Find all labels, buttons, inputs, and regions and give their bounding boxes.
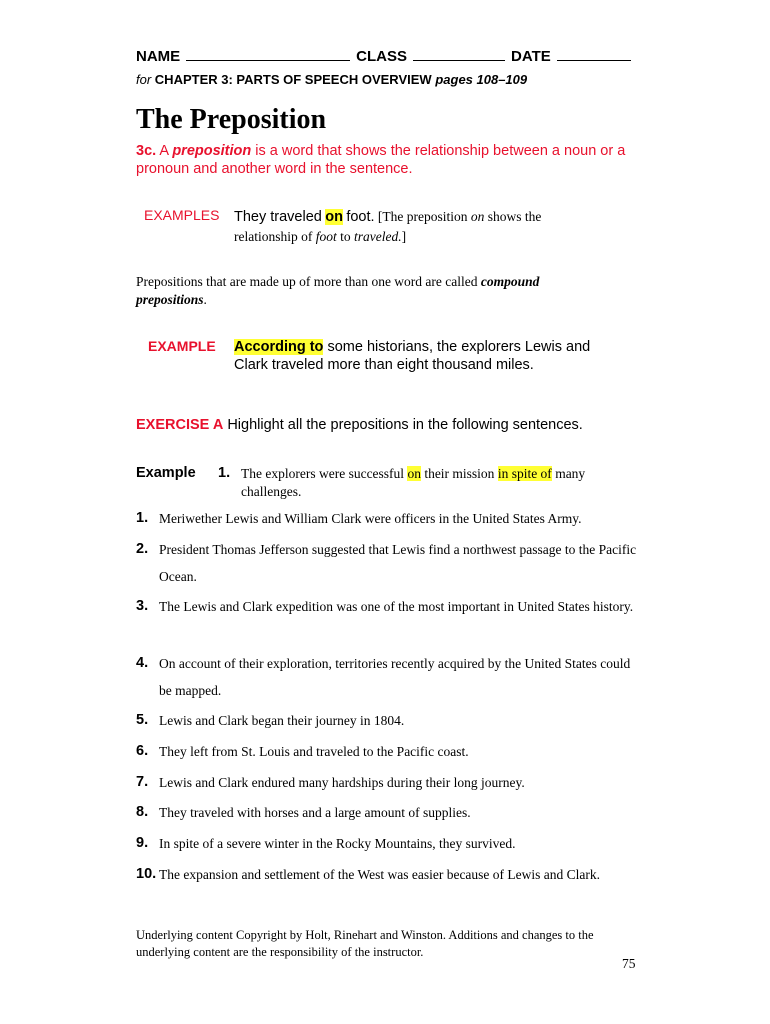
example1-note-foot: foot <box>315 229 337 244</box>
worked-example-sentence <box>241 465 641 501</box>
example2-highlight: According to <box>234 339 324 355</box>
worked-example-label: Example <box>136 465 196 481</box>
compound-term: compound prepositions <box>136 274 540 307</box>
definition-article: A <box>159 143 169 159</box>
exercise-heading <box>136 417 583 433</box>
example1-note-mid: shows the relationship of <box>234 209 542 244</box>
item-text[interactable]: They left from St. Louis and traveled to the Pacific coast. <box>159 744 469 759</box>
chapter-prefix: for <box>136 72 152 87</box>
worked-example-number: 1. <box>218 465 231 481</box>
definition-rule <box>136 142 636 178</box>
example2-rest: some historians, the explorers Lewis and Clark traveled more than eight thousand miles. <box>234 339 591 373</box>
exercise-label: EXERCISE A <box>136 417 224 433</box>
name-blank[interactable] <box>186 46 350 61</box>
student-info-line <box>136 46 637 65</box>
item-text[interactable]: Meriwether Lewis and William Clark were officers in the United States Army. <box>159 511 582 526</box>
item-text[interactable]: The expansion and settlement of the West was easier because of Lewis and Clark. <box>159 867 601 882</box>
item-text[interactable]: Lewis and Clark began their journey in 1804. <box>159 713 405 728</box>
item-number: 9. <box>136 835 149 851</box>
item-number: 1. <box>136 510 149 526</box>
compound-prepositions-paragraph <box>136 273 606 309</box>
worked-example-text-c: many challenges. <box>241 466 586 499</box>
item-text[interactable]: They traveled with horses and a large amount of supplies. <box>159 805 471 820</box>
item-number: 10. <box>136 866 157 882</box>
item-number: 5. <box>136 712 149 728</box>
compound-end: . <box>203 292 207 307</box>
date-label: DATE <box>511 48 551 65</box>
item-number: 6. <box>136 743 149 759</box>
example1-note-traveled: traveled. <box>354 229 402 244</box>
exercise-instruction: Highlight all the prepositions in the following sentences. <box>227 417 583 433</box>
example1-note-open: [The preposition <box>377 209 468 224</box>
page-number: 75 <box>622 956 636 971</box>
item-text[interactable]: Lewis and Clark endured many hardships during their long journey. <box>159 775 525 790</box>
chapter-pages: pages 108–109 <box>435 72 528 87</box>
item-text[interactable]: In spite of a severe winter in the Rocky Mountains, they survived. <box>159 836 516 851</box>
item-number: 8. <box>136 804 149 820</box>
item-number: 4. <box>136 655 149 671</box>
item-text[interactable]: The Lewis and Clark expedition was one of the most important in United States history. <box>159 599 634 614</box>
worked-example-highlight-2[interactable]: in spite of <box>497 466 552 481</box>
chapter-reference <box>136 72 527 87</box>
worked-example-highlight-1[interactable]: on <box>407 466 421 481</box>
page-title: The Preposition <box>136 104 327 135</box>
item-number: 3. <box>136 598 149 614</box>
name-label: NAME <box>136 48 181 65</box>
definition-term: preposition <box>172 143 252 159</box>
rule-number: 3c. <box>136 143 157 159</box>
example1-note-word: on <box>470 209 485 224</box>
item-number: 7. <box>136 774 149 790</box>
definition-text: is a word that shows the relationship between a noun or a pronoun and another word in the sentence. <box>136 143 626 177</box>
worked-example-text-a: The explorers were successful <box>241 466 405 481</box>
date-blank[interactable] <box>557 46 631 61</box>
example-sentence-1 <box>234 207 594 247</box>
item-number: 2. <box>136 541 149 557</box>
class-blank[interactable] <box>413 46 505 61</box>
chapter-title: CHAPTER 3: PARTS OF SPEECH OVERVIEW <box>154 72 432 87</box>
example1-note-close: ] <box>401 229 407 244</box>
example-label: EXAMPLE <box>148 338 216 354</box>
example-sentence-2 <box>234 338 624 374</box>
copyright-notice: Underlying content Copyright by Holt, Rinehart and Winston. Additions and changes to the underlying content are the responsibility of the instructor. <box>136 928 594 959</box>
example1-before: They traveled <box>234 209 322 225</box>
examples-label: EXAMPLES <box>144 207 220 223</box>
example1-note-to: to <box>340 229 351 244</box>
item-text[interactable]: On account of their exploration, territories recently acquired by the United States could be mapped. <box>159 656 631 698</box>
worked-example-text-b: their mission <box>424 466 495 481</box>
example1-highlight: on <box>325 209 343 225</box>
example1-after: foot. <box>346 209 375 225</box>
item-text[interactable]: President Thomas Jefferson suggested that Lewis find a northwest passage to the Pacific Ocean. <box>159 542 637 584</box>
compound-text: Prepositions that are made up of more than one word are called <box>136 274 478 289</box>
class-label: CLASS <box>356 48 408 65</box>
